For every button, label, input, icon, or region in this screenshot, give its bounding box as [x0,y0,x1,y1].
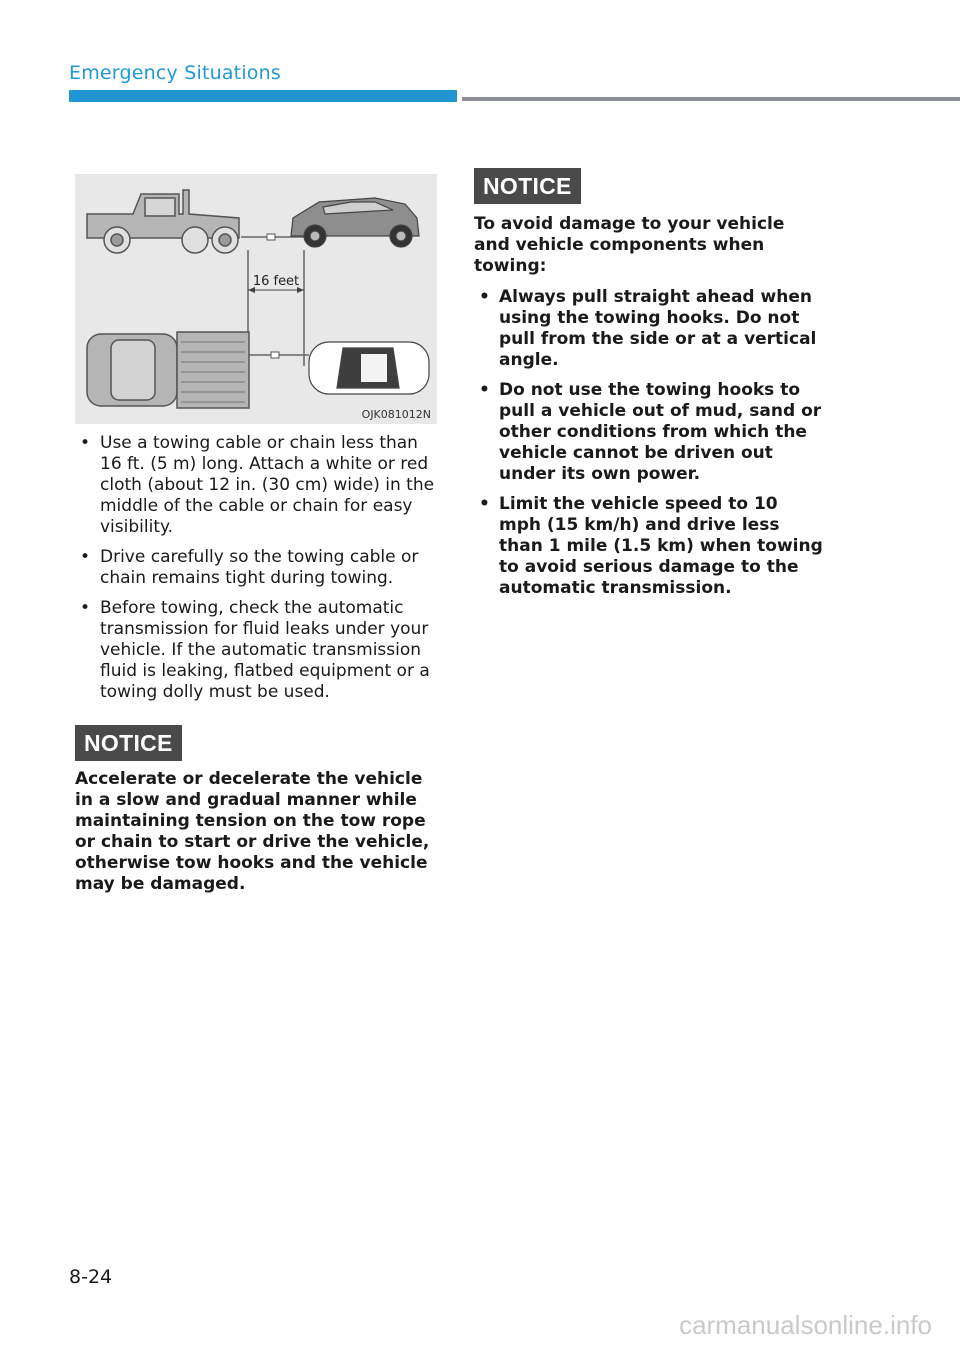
notice-box [75,725,440,895]
list-item: • Use a towing cable or chain less than 16 ft. (5 m) long. Attach a white or red cloth (about 12 in. (30 cm) wide) in the middle of the cable or chain for easy visibility. [80,433,435,537]
figure-code: OJK081012N [361,408,431,421]
notice-badge: NOTICE [474,168,581,204]
notice-badge: NOTICE [75,725,182,761]
notice-list [474,287,824,599]
towing-illustration [75,174,437,424]
distance-label: 16 feet [252,274,300,289]
notice-intro: To avoid damage to your vehicle and vehicle components when towing: [474,214,785,276]
list-item: • Limit the vehicle speed to 10 mph (15 km/h) and drive less than 1 mile (1.5 km) when towing to avoid serious damage to the automatic transmission. [479,494,823,598]
list-item: • Drive carefully so the towing cable or chain remains tight during towing. [80,547,419,588]
watermark: carmanualsonline.info [679,1310,932,1340]
notice-text: Accelerate or decelerate the vehicle in a slow and gradual manner while maintaining tension on the tow rope or chain to start or drive the vehicle, otherwise tow hooks and the vehicle may be damaged. [75,769,430,894]
header-rule [462,97,960,101]
tow-truck-side-icon [87,190,239,253]
page-number: 8-24 [69,1266,113,1288]
suv-top-icon [309,342,429,394]
left-column [75,433,440,895]
list-item: • Before towing, check the automatic transmission for fluid leaks under your vehicle. If the automatic transmission fluid is leaking, flatbed equipment or a towing dolly must be used. [80,598,430,702]
list-item: • Do not use the towing hooks to pull a vehicle out of mud, sand or other conditions from which the vehicle cannot be driven out under its own power. [479,380,822,484]
header-section-title: Emergency Situations [69,62,281,84]
right-column [474,168,824,608]
suv-side-icon [291,198,419,247]
header-accent-bar [69,90,457,102]
towing-tips-list [75,433,440,703]
tow-truck-top-icon [87,332,249,408]
list-item: • Always pull straight ahead when using the towing hooks. Do not pull from the side or at a vertical angle. [479,287,817,370]
